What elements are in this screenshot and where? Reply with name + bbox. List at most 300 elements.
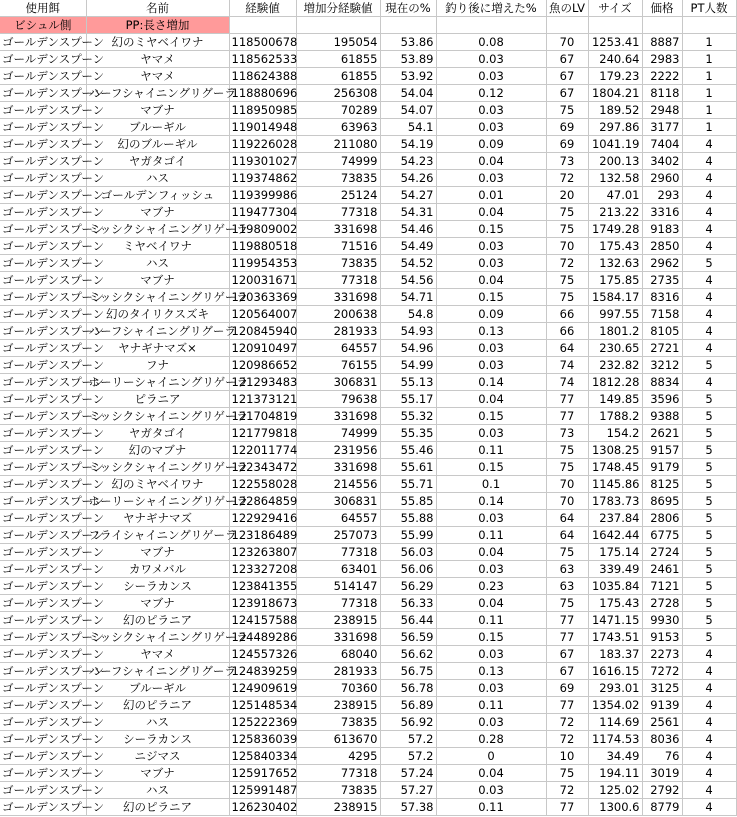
cell-fish-name[interactable]: フナ [86, 357, 229, 374]
cell-fish-name[interactable]: ハーフシャイニングリグーラ [86, 323, 229, 340]
cell-current-percent[interactable]: 54.23 [380, 153, 436, 170]
cell-price[interactable]: 2850 [642, 238, 682, 255]
cell-bait[interactable]: ゴールデンスプーン [2, 120, 105, 134]
cell-fish-level[interactable]: 66 [546, 306, 588, 323]
cell-exp-gain[interactable]: 238915 [296, 612, 380, 629]
cell-fish-name[interactable]: ブルーギル [86, 119, 229, 136]
cell-bait[interactable]: ゴールデンスプーン [2, 205, 105, 219]
cell-percent-increase[interactable]: 0.11 [436, 697, 546, 714]
cell-fish-level[interactable]: 67 [546, 663, 588, 680]
cell-percent-increase[interactable]: 0.04 [436, 391, 546, 408]
cell-party-size[interactable]: 5 [682, 561, 736, 578]
cell-exp[interactable]: 125917652 [229, 765, 296, 782]
cell-price[interactable]: 3212 [642, 357, 682, 374]
cell-price[interactable]: 2561 [642, 714, 682, 731]
cell-fish-name[interactable]: ピラニア [86, 391, 229, 408]
cell-fish-level[interactable]: 70 [546, 34, 588, 51]
cell-current-percent[interactable]: 54.1 [380, 119, 436, 136]
cell-exp-gain[interactable]: 77318 [296, 765, 380, 782]
cell-percent-increase[interactable]: 0.04 [436, 765, 546, 782]
cell-bait[interactable]: ゴールデンスプーン [2, 698, 105, 712]
cell-party-size[interactable]: 5 [682, 578, 736, 595]
cell-bait[interactable]: ゴールデンスプーン [2, 188, 105, 202]
subheader-cell-percent-increase[interactable] [436, 17, 546, 34]
cell-current-percent[interactable]: 55.88 [380, 510, 436, 527]
cell-fish-level[interactable]: 64 [546, 510, 588, 527]
cell-bait[interactable]: ゴールデンスプーン [2, 511, 105, 525]
cell-price[interactable]: 2806 [642, 510, 682, 527]
cell-fish-name[interactable]: マブナ [86, 765, 229, 782]
cell-bait[interactable]: ゴールデンスプーン [2, 647, 105, 661]
header-cell-bait[interactable]: 使用餌 [0, 0, 86, 17]
cell-bait[interactable]: ゴールデンスプーン [2, 426, 105, 440]
cell-percent-increase[interactable]: 0.1 [436, 476, 546, 493]
cell-bait[interactable]: ゴールデンスプーン [2, 630, 105, 644]
cell-current-percent[interactable]: 55.35 [380, 425, 436, 442]
cell-percent-increase[interactable]: 0.04 [436, 544, 546, 561]
cell-fish-name[interactable]: 幻のピラニア [86, 799, 229, 816]
cell-current-percent[interactable]: 54.19 [380, 136, 436, 153]
cell-price[interactable]: 2621 [642, 425, 682, 442]
cell-current-percent[interactable]: 56.59 [380, 629, 436, 646]
cell-percent-increase[interactable]: 0.14 [436, 493, 546, 510]
cell-party-size[interactable]: 1 [682, 102, 736, 119]
cell-exp-gain[interactable]: 613670 [296, 731, 380, 748]
cell-exp[interactable]: 124839259 [229, 663, 296, 680]
cell-current-percent[interactable]: 55.85 [380, 493, 436, 510]
cell-exp-gain[interactable]: 70360 [296, 680, 380, 697]
cell-fish-level[interactable]: 77 [546, 697, 588, 714]
cell-bait[interactable]: ゴールデンスプーン [2, 358, 105, 372]
cell-exp-gain[interactable]: 74999 [296, 425, 380, 442]
cell-bait[interactable]: ゴールデンスプーン [2, 664, 105, 678]
cell-current-percent[interactable]: 56.92 [380, 714, 436, 731]
cell-percent-increase[interactable]: 0.11 [436, 612, 546, 629]
cell-exp-gain[interactable]: 73835 [296, 782, 380, 799]
cell-current-percent[interactable]: 54.49 [380, 238, 436, 255]
cell-size[interactable]: 149.85 [588, 391, 642, 408]
cell-exp[interactable]: 121704819 [229, 408, 296, 425]
cell-size[interactable]: 1748.45 [588, 459, 642, 476]
cell-percent-increase[interactable]: 0.08 [436, 34, 546, 51]
cell-party-size[interactable]: 4 [682, 714, 736, 731]
cell-fish-level[interactable]: 72 [546, 782, 588, 799]
cell-bait[interactable]: ゴールデンスプーン [2, 307, 105, 321]
cell-fish-level[interactable]: 77 [546, 799, 588, 816]
cell-percent-increase[interactable]: 0.09 [436, 306, 546, 323]
cell-fish-level[interactable]: 70 [546, 476, 588, 493]
cell-fish-level[interactable]: 64 [546, 340, 588, 357]
cell-exp[interactable]: 125836039 [229, 731, 296, 748]
cell-price[interactable]: 3596 [642, 391, 682, 408]
cell-exp[interactable]: 125148534 [229, 697, 296, 714]
cell-party-size[interactable]: 4 [682, 680, 736, 697]
cell-exp-gain[interactable]: 238915 [296, 697, 380, 714]
cell-fish-level[interactable]: 63 [546, 578, 588, 595]
cell-exp[interactable]: 125991487 [229, 782, 296, 799]
cell-current-percent[interactable]: 53.92 [380, 68, 436, 85]
cell-bait[interactable]: ゴールデンスプーン [2, 562, 105, 576]
cell-size[interactable]: 175.43 [588, 595, 642, 612]
cell-size[interactable]: 34.49 [588, 748, 642, 765]
cell-percent-increase[interactable]: 0.04 [436, 153, 546, 170]
cell-bait[interactable]: ゴールデンスプーン [2, 460, 105, 474]
cell-price[interactable]: 2960 [642, 170, 682, 187]
cell-exp[interactable]: 118500678 [229, 34, 296, 51]
cell-party-size[interactable]: 5 [682, 476, 736, 493]
cell-fish-level[interactable]: 75 [546, 272, 588, 289]
header-cell-party-size[interactable]: PT人数 [682, 0, 736, 17]
cell-size[interactable]: 1354.02 [588, 697, 642, 714]
cell-party-size[interactable]: 4 [682, 663, 736, 680]
subheader-cell-party-size[interactable] [682, 17, 736, 34]
cell-fish-name[interactable]: ハス [86, 255, 229, 272]
cell-exp-gain[interactable]: 331698 [296, 408, 380, 425]
cell-size[interactable]: 1041.19 [588, 136, 642, 153]
cell-percent-increase[interactable]: 0.11 [436, 442, 546, 459]
cell-size[interactable]: 1035.84 [588, 578, 642, 595]
header-cell-fish-name[interactable]: 名前 [86, 0, 229, 17]
cell-fish-level[interactable]: 67 [546, 51, 588, 68]
cell-fish-name[interactable]: シーラカンス [86, 731, 229, 748]
cell-party-size[interactable]: 4 [682, 340, 736, 357]
cell-party-size[interactable]: 4 [682, 170, 736, 187]
cell-size[interactable]: 213.22 [588, 204, 642, 221]
cell-percent-increase[interactable]: 0.03 [436, 357, 546, 374]
cell-fish-name[interactable]: ヤマメ [86, 51, 229, 68]
cell-bait[interactable]: ゴールデンスプーン [2, 273, 105, 287]
cell-exp[interactable]: 121779818 [229, 425, 296, 442]
cell-size[interactable]: 194.11 [588, 765, 642, 782]
cell-size[interactable]: 1584.17 [588, 289, 642, 306]
cell-exp[interactable]: 122929416 [229, 510, 296, 527]
cell-fish-name[interactable]: ミッシクシャイニングリゲーラ [86, 629, 229, 646]
cell-current-percent[interactable]: 54.26 [380, 170, 436, 187]
cell-exp[interactable]: 118950985 [229, 102, 296, 119]
cell-size[interactable]: 132.58 [588, 170, 642, 187]
cell-exp[interactable]: 123327208 [229, 561, 296, 578]
cell-current-percent[interactable]: 55.61 [380, 459, 436, 476]
cell-percent-increase[interactable]: 0.03 [436, 170, 546, 187]
header-cell-price[interactable]: 価格 [642, 0, 682, 17]
cell-percent-increase[interactable]: 0.11 [436, 527, 546, 544]
cell-fish-name[interactable]: ミッシクシャイニングリゲーラ [86, 289, 229, 306]
cell-fish-name[interactable]: ハス [86, 782, 229, 799]
cell-current-percent[interactable]: 53.89 [380, 51, 436, 68]
cell-price[interactable]: 3402 [642, 153, 682, 170]
cell-bait[interactable]: ゴールデンスプーン [2, 681, 105, 695]
cell-price[interactable]: 8125 [642, 476, 682, 493]
cell-exp[interactable]: 120910497 [229, 340, 296, 357]
cell-exp[interactable]: 118624388 [229, 68, 296, 85]
cell-fish-level[interactable]: 73 [546, 425, 588, 442]
cell-bait[interactable]: ゴールデンスプーン [2, 341, 105, 355]
cell-size[interactable]: 237.84 [588, 510, 642, 527]
cell-fish-name[interactable]: ハス [86, 714, 229, 731]
header-cell-current-percent[interactable]: 現在の% [380, 0, 436, 17]
cell-price[interactable]: 9179 [642, 459, 682, 476]
cell-size[interactable]: 997.55 [588, 306, 642, 323]
cell-exp-gain[interactable]: 195054 [296, 34, 380, 51]
cell-bait[interactable]: ゴールデンスプーン [2, 749, 105, 763]
cell-percent-increase[interactable]: 0.14 [436, 374, 546, 391]
cell-fish-level[interactable]: 10 [546, 748, 588, 765]
cell-fish-name[interactable]: マブナ [86, 102, 229, 119]
cell-bait[interactable]: ゴールデンスプーン [2, 783, 105, 797]
cell-exp-gain[interactable]: 64557 [296, 510, 380, 527]
cell-current-percent[interactable]: 57.2 [380, 748, 436, 765]
header-cell-size[interactable]: サイズ [588, 0, 642, 17]
cell-exp-gain[interactable]: 77318 [296, 544, 380, 561]
cell-current-percent[interactable]: 56.06 [380, 561, 436, 578]
cell-price[interactable]: 7404 [642, 136, 682, 153]
cell-bait[interactable]: ゴールデンスプーン [2, 392, 105, 406]
cell-current-percent[interactable]: 54.04 [380, 85, 436, 102]
cell-price[interactable]: 2948 [642, 102, 682, 119]
cell-fish-level[interactable]: 75 [546, 595, 588, 612]
cell-party-size[interactable]: 4 [682, 238, 736, 255]
cell-exp[interactable]: 120363369 [229, 289, 296, 306]
cell-fish-name[interactable]: ヤマメ [86, 68, 229, 85]
cell-fish-name[interactable]: ホーリーシャイニングリゲーラ [86, 374, 229, 391]
cell-size[interactable]: 240.64 [588, 51, 642, 68]
cell-fish-name[interactable]: 幻のミヤベイワナ [86, 476, 229, 493]
cell-current-percent[interactable]: 55.32 [380, 408, 436, 425]
cell-percent-increase[interactable]: 0.12 [436, 85, 546, 102]
header-cell-fish-level[interactable]: 魚のLV [546, 0, 588, 17]
cell-fish-name[interactable]: 幻のピラニア [86, 612, 229, 629]
cell-size[interactable]: 232.82 [588, 357, 642, 374]
cell-exp-gain[interactable]: 61855 [296, 51, 380, 68]
cell-price[interactable]: 7272 [642, 663, 682, 680]
cell-percent-increase[interactable]: 0.04 [436, 595, 546, 612]
cell-fish-name[interactable]: ヤガタゴイ [86, 425, 229, 442]
cell-fish-level[interactable]: 67 [546, 646, 588, 663]
cell-fish-name[interactable]: マブナ [86, 544, 229, 561]
cell-current-percent[interactable]: 56.03 [380, 544, 436, 561]
cell-bait[interactable]: ゴールデンスプーン [2, 171, 105, 185]
cell-size[interactable]: 179.23 [588, 68, 642, 85]
cell-price[interactable]: 3019 [642, 765, 682, 782]
cell-bait[interactable]: ゴールデンスプーン [2, 137, 105, 151]
cell-bait[interactable]: ゴールデンスプーン [2, 35, 105, 49]
cell-party-size[interactable]: 4 [682, 153, 736, 170]
cell-bait[interactable]: ゴールデンスプーン [2, 52, 105, 66]
subheader-cell-exp-gain[interactable] [296, 17, 380, 34]
cell-percent-increase[interactable]: 0.09 [436, 136, 546, 153]
cell-percent-increase[interactable]: 0.13 [436, 663, 546, 680]
cell-percent-increase[interactable]: 0.03 [436, 238, 546, 255]
cell-price[interactable]: 7121 [642, 578, 682, 595]
cell-percent-increase[interactable]: 0.15 [436, 221, 546, 238]
cell-percent-increase[interactable]: 0.04 [436, 204, 546, 221]
cell-fish-name[interactable]: ヤナギナマズ [86, 510, 229, 527]
cell-fish-level[interactable]: 75 [546, 204, 588, 221]
cell-bait[interactable]: ゴールデンスプーン [2, 69, 105, 83]
cell-current-percent[interactable]: 57.27 [380, 782, 436, 799]
cell-fish-level[interactable]: 74 [546, 374, 588, 391]
cell-size[interactable]: 114.69 [588, 714, 642, 731]
cell-price[interactable]: 9930 [642, 612, 682, 629]
cell-size[interactable]: 297.86 [588, 119, 642, 136]
cell-current-percent[interactable]: 57.2 [380, 731, 436, 748]
cell-percent-increase[interactable]: 0.11 [436, 799, 546, 816]
cell-current-percent[interactable]: 54.52 [380, 255, 436, 272]
cell-exp[interactable]: 123918673 [229, 595, 296, 612]
cell-party-size[interactable]: 5 [682, 408, 736, 425]
cell-exp-gain[interactable]: 63963 [296, 119, 380, 136]
cell-price[interactable]: 2792 [642, 782, 682, 799]
cell-price[interactable]: 2461 [642, 561, 682, 578]
cell-party-size[interactable]: 5 [682, 255, 736, 272]
cell-fish-level[interactable]: 69 [546, 119, 588, 136]
cell-size[interactable]: 154.2 [588, 425, 642, 442]
cell-price[interactable]: 76 [642, 748, 682, 765]
cell-bait[interactable]: ゴールデンスプーン [2, 409, 105, 423]
cell-current-percent[interactable]: 55.99 [380, 527, 436, 544]
cell-exp[interactable]: 119954353 [229, 255, 296, 272]
cell-percent-increase[interactable]: 0.03 [436, 646, 546, 663]
cell-bait[interactable]: ゴールデンスプーン [2, 528, 105, 542]
cell-fish-level[interactable]: 75 [546, 765, 588, 782]
cell-current-percent[interactable]: 54.96 [380, 340, 436, 357]
cell-price[interactable]: 8834 [642, 374, 682, 391]
cell-price[interactable]: 2273 [642, 646, 682, 663]
cell-bait[interactable]: ゴールデンスプーン [2, 545, 105, 559]
cell-price[interactable]: 2983 [642, 51, 682, 68]
cell-party-size[interactable]: 5 [682, 510, 736, 527]
cell-percent-increase[interactable]: 0.03 [436, 561, 546, 578]
cell-percent-increase[interactable]: 0.03 [436, 782, 546, 799]
cell-current-percent[interactable]: 55.71 [380, 476, 436, 493]
cell-price[interactable]: 2724 [642, 544, 682, 561]
cell-price[interactable]: 8105 [642, 323, 682, 340]
cell-size[interactable]: 1801.2 [588, 323, 642, 340]
cell-exp[interactable]: 118880696 [229, 85, 296, 102]
cell-price[interactable]: 8887 [642, 34, 682, 51]
cell-exp[interactable]: 125840334 [229, 748, 296, 765]
cell-fish-name[interactable]: シーラカンス [86, 578, 229, 595]
cell-current-percent[interactable]: 54.31 [380, 204, 436, 221]
cell-fish-name[interactable]: カワメバル [86, 561, 229, 578]
cell-exp[interactable]: 119809002 [229, 221, 296, 238]
cell-size[interactable]: 1788.2 [588, 408, 642, 425]
cell-party-size[interactable]: 4 [682, 187, 736, 204]
cell-bait[interactable]: ゴールデンスプーン [2, 222, 105, 236]
cell-exp-gain[interactable]: 331698 [296, 459, 380, 476]
cell-fish-level[interactable]: 69 [546, 680, 588, 697]
cell-percent-increase[interactable]: 0.03 [436, 102, 546, 119]
cell-size[interactable]: 1743.51 [588, 629, 642, 646]
cell-fish-level[interactable]: 64 [546, 527, 588, 544]
cell-party-size[interactable]: 4 [682, 374, 736, 391]
cell-fish-name[interactable]: ヤマメ [86, 646, 229, 663]
cell-percent-increase[interactable]: 0.04 [436, 272, 546, 289]
cell-fish-level[interactable]: 63 [546, 561, 588, 578]
cell-fish-name[interactable]: ヤナギナマズ× [86, 340, 229, 357]
cell-current-percent[interactable]: 54.46 [380, 221, 436, 238]
cell-exp-gain[interactable]: 73835 [296, 170, 380, 187]
cell-party-size[interactable]: 5 [682, 493, 736, 510]
cell-exp-gain[interactable]: 70289 [296, 102, 380, 119]
cell-percent-increase[interactable]: 0.28 [436, 731, 546, 748]
cell-percent-increase[interactable]: 0.03 [436, 714, 546, 731]
cell-size[interactable]: 200.13 [588, 153, 642, 170]
cell-current-percent[interactable]: 55.46 [380, 442, 436, 459]
subheader-cell-bait[interactable]: ビシュル側 [0, 17, 86, 34]
cell-percent-increase[interactable]: 0.15 [436, 408, 546, 425]
cell-fish-name[interactable]: ホーリーシャイニングリゲーラ [86, 493, 229, 510]
cell-exp[interactable]: 119880518 [229, 238, 296, 255]
cell-current-percent[interactable]: 56.29 [380, 578, 436, 595]
cell-fish-level[interactable]: 20 [546, 187, 588, 204]
cell-fish-level[interactable]: 77 [546, 629, 588, 646]
cell-exp[interactable]: 119374862 [229, 170, 296, 187]
cell-fish-level[interactable]: 75 [546, 544, 588, 561]
cell-bait[interactable]: ゴールデンスプーン [2, 613, 105, 627]
cell-size[interactable]: 47.01 [588, 187, 642, 204]
cell-fish-name[interactable]: マブナ [86, 272, 229, 289]
cell-size[interactable]: 175.43 [588, 238, 642, 255]
cell-fish-name[interactable]: ゴールデンフィッシュ [86, 187, 229, 204]
cell-fish-level[interactable]: 67 [546, 85, 588, 102]
cell-size[interactable]: 1642.44 [588, 527, 642, 544]
cell-party-size[interactable]: 4 [682, 204, 736, 221]
cell-percent-increase[interactable]: 0.23 [436, 578, 546, 595]
cell-exp-gain[interactable]: 200638 [296, 306, 380, 323]
cell-bait[interactable]: ゴールデンスプーン [2, 494, 105, 508]
cell-bait[interactable]: ゴールデンスプーン [2, 579, 105, 593]
cell-fish-level[interactable]: 75 [546, 289, 588, 306]
cell-party-size[interactable]: 1 [682, 51, 736, 68]
cell-exp-gain[interactable]: 238915 [296, 799, 380, 816]
cell-fish-level[interactable]: 75 [546, 102, 588, 119]
cell-fish-name[interactable]: ハス [86, 170, 229, 187]
cell-party-size[interactable]: 4 [682, 697, 736, 714]
cell-percent-increase[interactable]: 0.03 [436, 340, 546, 357]
cell-current-percent[interactable]: 54.56 [380, 272, 436, 289]
cell-bait[interactable]: ゴールデンスプーン [2, 477, 105, 491]
cell-exp-gain[interactable]: 214556 [296, 476, 380, 493]
cell-current-percent[interactable]: 54.27 [380, 187, 436, 204]
cell-exp-gain[interactable]: 257073 [296, 527, 380, 544]
cell-party-size[interactable]: 5 [682, 612, 736, 629]
cell-fish-name[interactable]: フライシャイニングリゲーラ [86, 527, 229, 544]
cell-exp-gain[interactable]: 211080 [296, 136, 380, 153]
cell-fish-level[interactable]: 73 [546, 153, 588, 170]
cell-current-percent[interactable]: 56.33 [380, 595, 436, 612]
cell-price[interactable]: 7158 [642, 306, 682, 323]
cell-bait[interactable]: ゴールデンスプーン [2, 239, 105, 253]
cell-fish-name[interactable]: 幻のブルーギル [86, 136, 229, 153]
cell-fish-level[interactable]: 75 [546, 459, 588, 476]
cell-current-percent[interactable]: 56.89 [380, 697, 436, 714]
cell-exp[interactable]: 122011774 [229, 442, 296, 459]
cell-party-size[interactable]: 5 [682, 629, 736, 646]
subheader-cell-price[interactable] [642, 17, 682, 34]
cell-party-size[interactable]: 5 [682, 391, 736, 408]
cell-fish-level[interactable]: 74 [546, 357, 588, 374]
cell-exp[interactable]: 119226028 [229, 136, 296, 153]
cell-price[interactable]: 2728 [642, 595, 682, 612]
header-cell-percent-increase[interactable]: 釣り後に増えた% [436, 0, 546, 17]
cell-fish-name[interactable]: ミヤベイワナ [86, 238, 229, 255]
cell-bait[interactable]: ゴールデンスプーン [2, 596, 105, 610]
cell-party-size[interactable]: 4 [682, 306, 736, 323]
cell-price[interactable]: 3125 [642, 680, 682, 697]
cell-exp[interactable]: 124909619 [229, 680, 296, 697]
cell-percent-increase[interactable]: 0.03 [436, 510, 546, 527]
